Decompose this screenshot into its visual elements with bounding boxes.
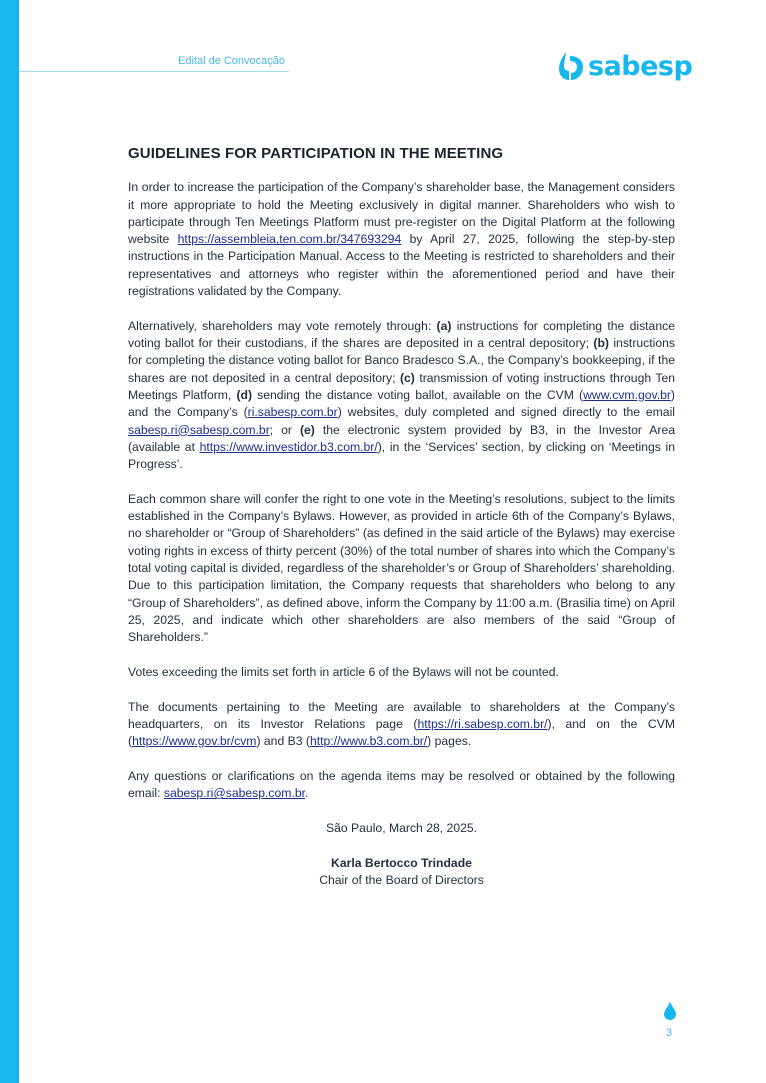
sabesp-drop-logo-icon [558,51,584,81]
cvm-link[interactable]: www.cvm.gov.br [583,387,671,402]
cvm-page-link[interactable]: https://www.gov.br/cvm [132,734,257,749]
left-accent-bar [0,0,19,1083]
logo-text: sabesp [588,50,693,82]
signer-title: Chair of the Board of Directors [319,873,484,888]
sabesp-logo [558,49,692,83]
ri-link[interactable]: ri.sabesp.com.br [247,405,338,420]
b3-page-link[interactable]: http://www.b3.com.br/ [309,734,428,749]
paragraph-registration: In order to increase the participation of the Company’s shareholder base, the Management considers it more appropriate to hold the Meeting exclusively in digital manner. Shareholders who wish to participate through Ten Meetings Platform must pre-register on the Digital Platform at the following website https://assembleia.ten.com.br/347693294 by April 27, 2025, following the step-by-step instructions in the Participation Manual. Access to the Meeting is restricted to shareholders and their representatives and attorneys who register within the aforementioned period and have their registrations validated by the Company. [128,180,675,299]
document-body [128,145,675,890]
signer-name: Karla Bertocco Trindade [331,856,472,871]
header-divider [19,71,289,72]
page-number: 3 [666,1027,673,1039]
paragraph-votes-exceeding: Votes exceeding the limits set forth in article 6 of the Bylaws will not be counted. [128,664,559,679]
assembleia-link[interactable]: https://assembleia.ten.com.br/347693294 [177,232,402,247]
email-link[interactable]: sabesp.ri@sabesp.com.br [128,422,270,437]
paragraph-questions: Any questions or clarifications on the agenda items may be resolved or obtained by the following email: sabesp.ri@sabesp.com.br. [128,768,675,801]
page-title: GUIDELINES FOR PARTICIPATION IN THE MEETING [128,145,504,162]
place-date: São Paulo, March 28, 2025. [325,820,478,835]
header-label: Edital de Convocação [178,55,286,67]
paragraph-voting-limits: Each common share will confer the right to one vote in the Meeting’s resolutions, subject to the limits established in the Company’s Bylaws. However, as provided in article 6th of the Company’s Bylaws, no shareholder or “Group of Shareholders” (as defined in the said article of the Bylaws) may exercise voting rights in excess of thirty percent (30%) of the total number of shares into which the Company’s total voting capital is divided, regardless of the shareholder’s or Group of Shareholders’ shareholding. Due to this participation limitation, the Company requests that shareholders who belong to any “Group of Shareholders”, as defined above, inform the Company by 11:00 a.m. (Brasilia time) on April 25, 2025, and indicate which other shareholders are also members of the said “Group of Shareholders.” [128,491,675,645]
paragraph-remote-voting: Alternatively, shareholders may vote remotely through: (a) instructions for completing the distance voting ballot for their custodians, if the shares are deposited in a central depository; (b) instructions for completing the distance voting ballot for Banco Bradesco S.A., the Company’s bookkeeping, if the shares are not deposited in a central depository; (c) transmission of voting instructions through Ten Meetings Platform, (d) sending the distance voting ballot, available on the CVM (www.cvm.gov.br) and the Company’s (ri.sabesp.com.br) websites, duly completed and signed directly to the email sabesp.ri@sabesp.com.br; or (e) the electronic system provided by B3, in the Investor Area (available at https://www.investidor.b3.com.br/), in the ‘Services’ section, by clicking on ‘Meetings in Progress’. [128,318,676,472]
ri-page-link[interactable]: https://ri.sabesp.com.br/ [417,716,548,731]
water-drop-icon [664,1002,676,1020]
paragraph-documents: The documents pertaining to the Meeting are available to shareholders at the Company’s headquarters, on its Investor Relations page (https://ri.sabesp.com.br/), and on the CVM (https://www.gov.br/cvm) and B3 (http://www.b3.com.br/) pages. [128,699,676,749]
b3-investor-link[interactable]: https://www.investidor.b3.com.br/ [199,439,378,454]
questions-email-link[interactable]: sabesp.ri@sabesp.com.br [163,786,305,801]
